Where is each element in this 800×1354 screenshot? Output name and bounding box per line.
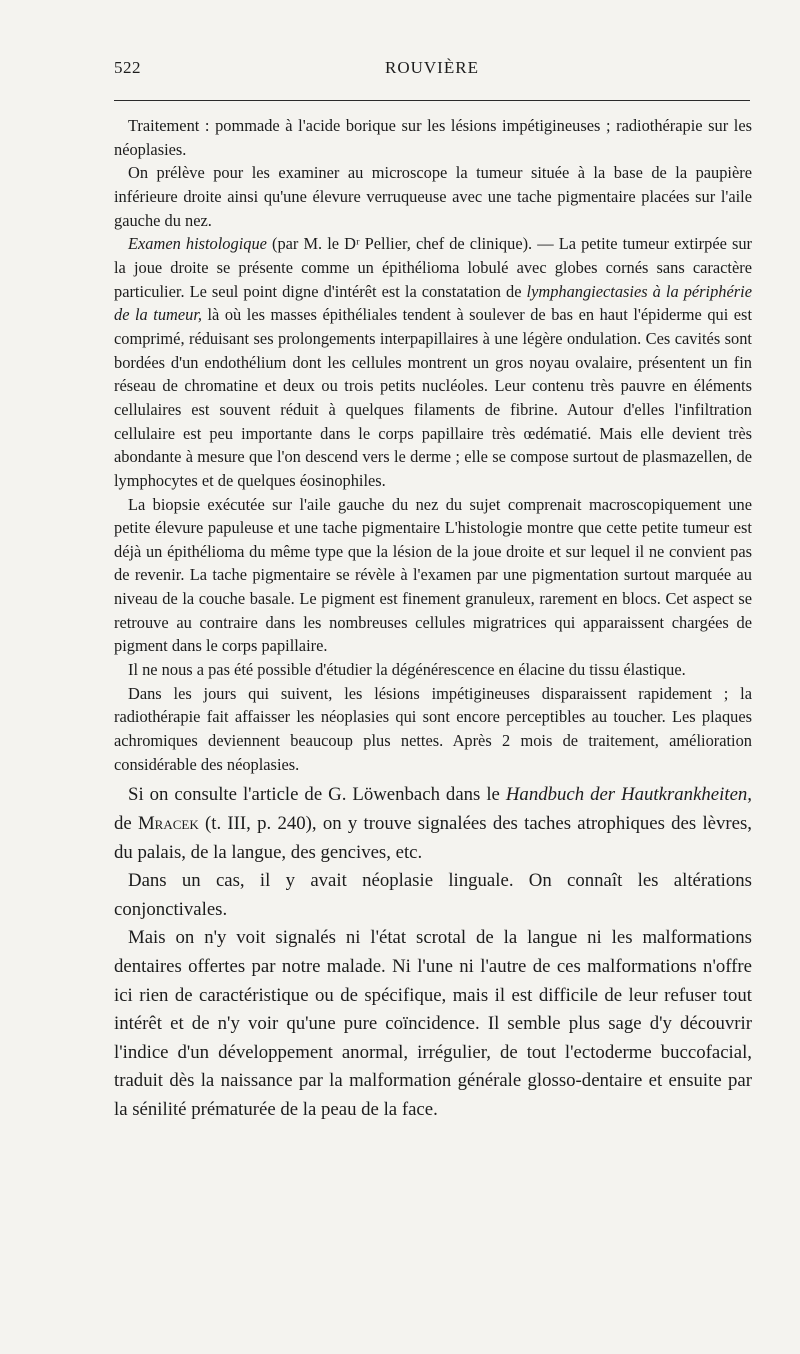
- paragraph-outcome: Dans les jours qui suivent, les lésions impétigineuses disparaissent rapidement ; la radiothérapie fait affaisser les néoplasies qui sont encore perceptibles au toucher. Les plaques achromiques deviennent beaucoup plus nettes. Après 2 mois de traitement, amélioration considérable des néoplasies.: [114, 683, 752, 774]
- page-header: [114, 58, 750, 84]
- page-number: 522: [114, 58, 141, 77]
- histology-text-1: (par M. le Dʳ Pellier, chef de clinique). — La petite tumeur extirpée sur la joue droite se présente comme un épithélioma lobulé avec globes cornés sans caractère particulier. Le seul point digne d'intérêt est la constatation de: [114, 234, 752, 301]
- discussion-section: [114, 781, 752, 1124]
- author-name: Mracek: [137, 812, 199, 834]
- histology-emphasis: lymphangiectasies à la périphérie de la tumeur,: [114, 281, 752, 325]
- handbook-title: Handbuch der Hautkrankheiten,: [505, 784, 752, 806]
- observation-section: [114, 114, 752, 776]
- histology-text-2: là où les masses épithéliales tendent à soulever de bas en haut l'épiderme qui est comprimé, réduisant ses prolongements interpapillaires à une légère ondulation. Ces cavités sont bordées d'un endothélium dont les cellules montrent un gros noyau ovalaire, présentent un fin réseau de chromatine et deux ou trois petits nucléoles. Leur contenu très pauvre en éléments cellulaires est souvent réduit à quelques filaments de fibrine. Autour d'elles l'infiltration cellulaire est peu importante dans le corps papillaire très œdématié. Mais elle devient très abondante à mesure que l'on descend vers le derme ; elle se compose surtout de plasmazellen, de lymphocytes et de quelques éosinophiles.: [114, 305, 752, 490]
- paragraph-biopsy: La biopsie exécutée sur l'aile gauche du nez du sujet comprenait macroscopiquement une petite élevure papuleuse et une tache pigmentaire L'histologie montre que cette petite tumeur est déjà un épithélioma du même type que la lésion de la joue droite et sur lequel il ne convient pas de revenir. La tache pigmentaire se révèle à l'examen par une pigmentation surtout marquée au niveau de la couche basale. Le pigment est finement granuleux, rarement en blocs. Cet aspect se retrouve au contraire dans les nombreuses cellules migratrices qui apparaissent chargées de pigment dans le corps papillaire.: [114, 494, 752, 656]
- running-head: ROUVIÈRE: [385, 58, 479, 77]
- paragraph-treatment: Traitement : pommade à l'acide borique sur les lésions impétigineuses ; radiothérapie sur les néoplasies.: [114, 116, 752, 159]
- literature-text-2: de: [114, 812, 138, 834]
- paragraph-literature: [114, 781, 752, 867]
- body-text: [114, 114, 752, 1125]
- paragraph-histology: [114, 232, 752, 492]
- paragraph-elastic-tissue: Il ne nous a pas été possible d'étudier la dégénérescence en élacine du tissu élastique.: [128, 660, 686, 680]
- paragraph-sampling: On prélève pour les examiner au microscope la tumeur située à la base de la paupière inférieure droite ainsi qu'une élevure verruqueuse avec une tache pigmentaire placées sur l'aile gauche du nez.: [114, 163, 752, 230]
- literature-text-3: (t. III, p. 240), on y trouve signalées des taches atrophiques des lèvres, du palais, de la langue, des gencives, etc.: [114, 812, 752, 863]
- paragraph-lingual-case: Dans un cas, il y avait néoplasie linguale. On connaît les altérations conjonctivales.: [114, 870, 752, 920]
- literature-text-1: Si on consulte l'article de G. Löwenbach dans le: [128, 784, 506, 806]
- histology-heading: Examen histologique: [128, 234, 267, 254]
- header-rule: [114, 100, 750, 101]
- paragraph-conclusion: Mais on n'y voit signalés ni l'état scrotal de la langue ni les malformations dentaires offertes par notre malade. Ni l'une ni l'autre de ces malformations n'offre ici rien de caractéristique ou de spécifique, mais il est difficile de leur refuser tout intérêt et de n'y voir qu'une pure coïncidence. Il semble plus sage d'y découvrir l'indice d'un développement anormal, irrégulier, de tout l'ectoderme buccofacial, traduit dès la naissance par la malformation générale glosso-dentaire et ensuite par la sénilité prématurée de la peau de la face.: [114, 927, 752, 1120]
